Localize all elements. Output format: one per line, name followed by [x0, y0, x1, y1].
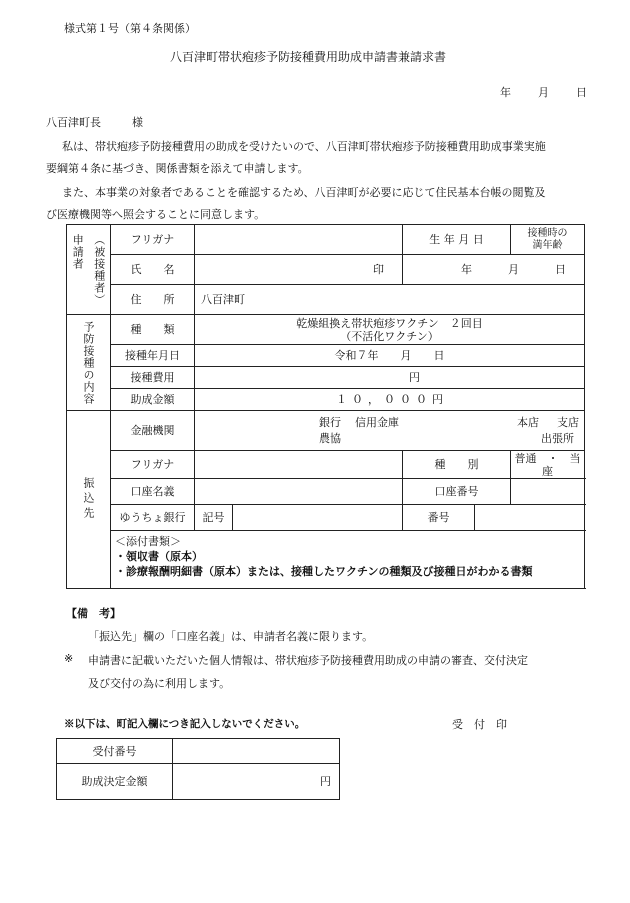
vaccination-date-label: 接種年月日 — [111, 345, 195, 367]
birthdate-field[interactable] — [403, 255, 585, 285]
intro-para1-line2: 要綱第４条に基づき、関係書類を添えて申請します。 — [46, 162, 309, 175]
vaccine-type-row — [67, 315, 585, 345]
date-year: 年 — [500, 86, 511, 99]
applicant-section-main: 申請者 — [71, 233, 85, 270]
applicant-furigana-row — [67, 225, 585, 255]
yucho-symbol-field[interactable] — [233, 505, 403, 531]
decision-amount-row — [57, 764, 340, 800]
vaccination-date-field[interactable]: 令和７年 月 日 — [195, 345, 585, 367]
vaccine-type-value — [195, 315, 585, 345]
attachment-item-receipt: ・領収書（原本） — [115, 550, 203, 563]
notes-title: 【備 考】 — [66, 607, 121, 620]
vaccination-cost-row — [67, 367, 585, 389]
address-prefix: 八百津町 — [201, 293, 245, 306]
note-privacy-line2: 及び交付の為に利用します。 — [88, 677, 231, 690]
account-type-value[interactable]: 普通 ・ 当座 — [511, 451, 585, 479]
attachments-box — [111, 531, 585, 589]
vaccination-date-row — [67, 345, 585, 367]
receipt-number-row — [57, 739, 340, 764]
vaccine-type-line1: 乾燥組換え帯状疱疹ワクチン ２回目 — [296, 316, 483, 330]
vaccine-type-line2: （不活化ワクチン） — [340, 329, 439, 343]
applicant-furigana-label: フリガナ — [111, 225, 195, 255]
applicant-address-field[interactable] — [195, 285, 585, 315]
account-name-row — [67, 479, 585, 505]
age-header-line2: 満年齢 — [532, 239, 563, 251]
subsidy-amount-unit: 円 — [432, 393, 443, 406]
head-office-option: 本店 — [517, 415, 539, 429]
subsidy-amount-value: １０，０００ — [336, 393, 432, 406]
account-type-label: 種 別 — [403, 451, 511, 479]
decision-amount-label: 助成決定金額 — [57, 764, 173, 800]
birthdate-label: 生 年 月 日 — [403, 225, 511, 255]
credit-union-option: 信用金庫 — [355, 415, 399, 429]
form-number: 様式第１号（第４条関係） — [64, 22, 196, 35]
birth-month-unit: 月 — [508, 263, 520, 276]
receipt-number-field[interactable] — [173, 739, 340, 764]
attachments-row — [67, 531, 585, 589]
applicant-section-label — [67, 225, 111, 315]
vaccination-section-text: 予防接種の内容 — [82, 320, 95, 405]
applicant-address-row — [67, 285, 585, 315]
note-privacy-line1: 申請書に記載いただいた個人情報は、帯状疱疹予防接種費用助成の申請の審査、交付決定 — [88, 654, 528, 667]
intro-para1-line1: 私は、帯状疱疹予防接種費用の助成を受けたいので、八百津町帯状疱疹予防接種費用助成事業実施 — [62, 140, 546, 153]
yucho-number-label: 番号 — [403, 505, 475, 531]
decision-amount-field[interactable] — [173, 764, 340, 800]
application-table — [66, 224, 585, 589]
vaccination-cost-field[interactable] — [195, 367, 585, 389]
receipt-number-label: 受付番号 — [57, 739, 173, 764]
birth-day-unit: 日 — [555, 263, 567, 276]
receipt-stamp-label: 受 付 印 — [452, 718, 507, 731]
age-header — [511, 225, 585, 255]
intro-para2-line2: び医療機関等へ照会することに同意します。 — [46, 208, 266, 221]
subsidy-amount-field — [195, 389, 585, 411]
decision-amount-unit: 円 — [320, 775, 331, 788]
addressee-honorific: 様 — [132, 116, 143, 129]
yucho-symbol-label: 記号 — [195, 505, 233, 531]
applicant-section-sub: （被接種者） — [92, 233, 106, 306]
office-use-table — [56, 738, 340, 800]
transfer-furigana-field[interactable] — [195, 451, 403, 479]
account-number-label: 口座番号 — [403, 479, 511, 505]
transfer-furigana-row — [67, 451, 585, 479]
applicant-name-label: 氏 名 — [111, 255, 195, 285]
yucho-number-field[interactable] — [475, 505, 585, 531]
applicant-furigana-field[interactable] — [195, 225, 403, 255]
applicant-name-field[interactable] — [195, 255, 403, 285]
institution-label: 金融機関 — [111, 411, 195, 451]
subsidy-amount-label: 助成金額 — [111, 389, 195, 411]
account-name-label: 口座名義 — [111, 479, 195, 505]
note-account-holder: 「振込先」欄の「口座名義」は、申請者名義に限ります。 — [88, 630, 374, 643]
date-month: 月 — [538, 86, 549, 99]
institution-row — [67, 411, 585, 451]
transfer-section-text: 振込先 — [82, 477, 95, 522]
seal-mark: 印 — [373, 263, 385, 276]
attachment-item-statement: ・診療報酬明細書（原本）または、接種したワクチンの種類及び接種日がわかる書類 — [115, 565, 533, 578]
birth-year-unit: 年 — [461, 263, 473, 276]
vaccine-type-label: 種 類 — [111, 315, 195, 345]
vaccination-section-label — [67, 315, 111, 411]
form-title: 八百津町帯状疱疹予防接種費用助成申請書兼請求書 — [170, 50, 447, 64]
sub-office-option: 出張所 — [541, 431, 574, 445]
intro-para2-line1: また、本事業の対象者であることを確認するため、八百津町が必要に応じて住民基本台帳の閲覧及 — [62, 186, 546, 199]
date-day: 日 — [576, 86, 587, 99]
applicant-address-label: 住 所 — [111, 285, 195, 315]
yucho-label: ゆうちょ銀行 — [111, 505, 195, 531]
account-name-field[interactable] — [195, 479, 403, 505]
cost-unit: 円 — [409, 371, 420, 384]
yucho-row — [67, 505, 585, 531]
note-asterisk: ※ — [64, 652, 74, 665]
attachments-title: ＜添付書類＞ — [115, 535, 181, 548]
addressee-name: 八百津町長 — [46, 116, 101, 129]
account-number-field[interactable] — [511, 479, 585, 505]
transfer-section-label — [67, 411, 111, 589]
branch-option: 支店 — [557, 415, 579, 429]
institution-field[interactable] — [195, 411, 585, 451]
subsidy-amount-row — [67, 389, 585, 411]
vaccination-cost-label: 接種費用 — [111, 367, 195, 389]
applicant-name-row — [67, 255, 585, 285]
transfer-furigana-label: フリガナ — [111, 451, 195, 479]
agri-coop-option: 農協 — [319, 431, 341, 445]
bank-option: 銀行 — [319, 415, 341, 429]
age-header-line1: 接種時の — [527, 227, 568, 239]
office-use-notice: ※以下は、町記入欄につき記入しないでください。 — [64, 718, 306, 730]
